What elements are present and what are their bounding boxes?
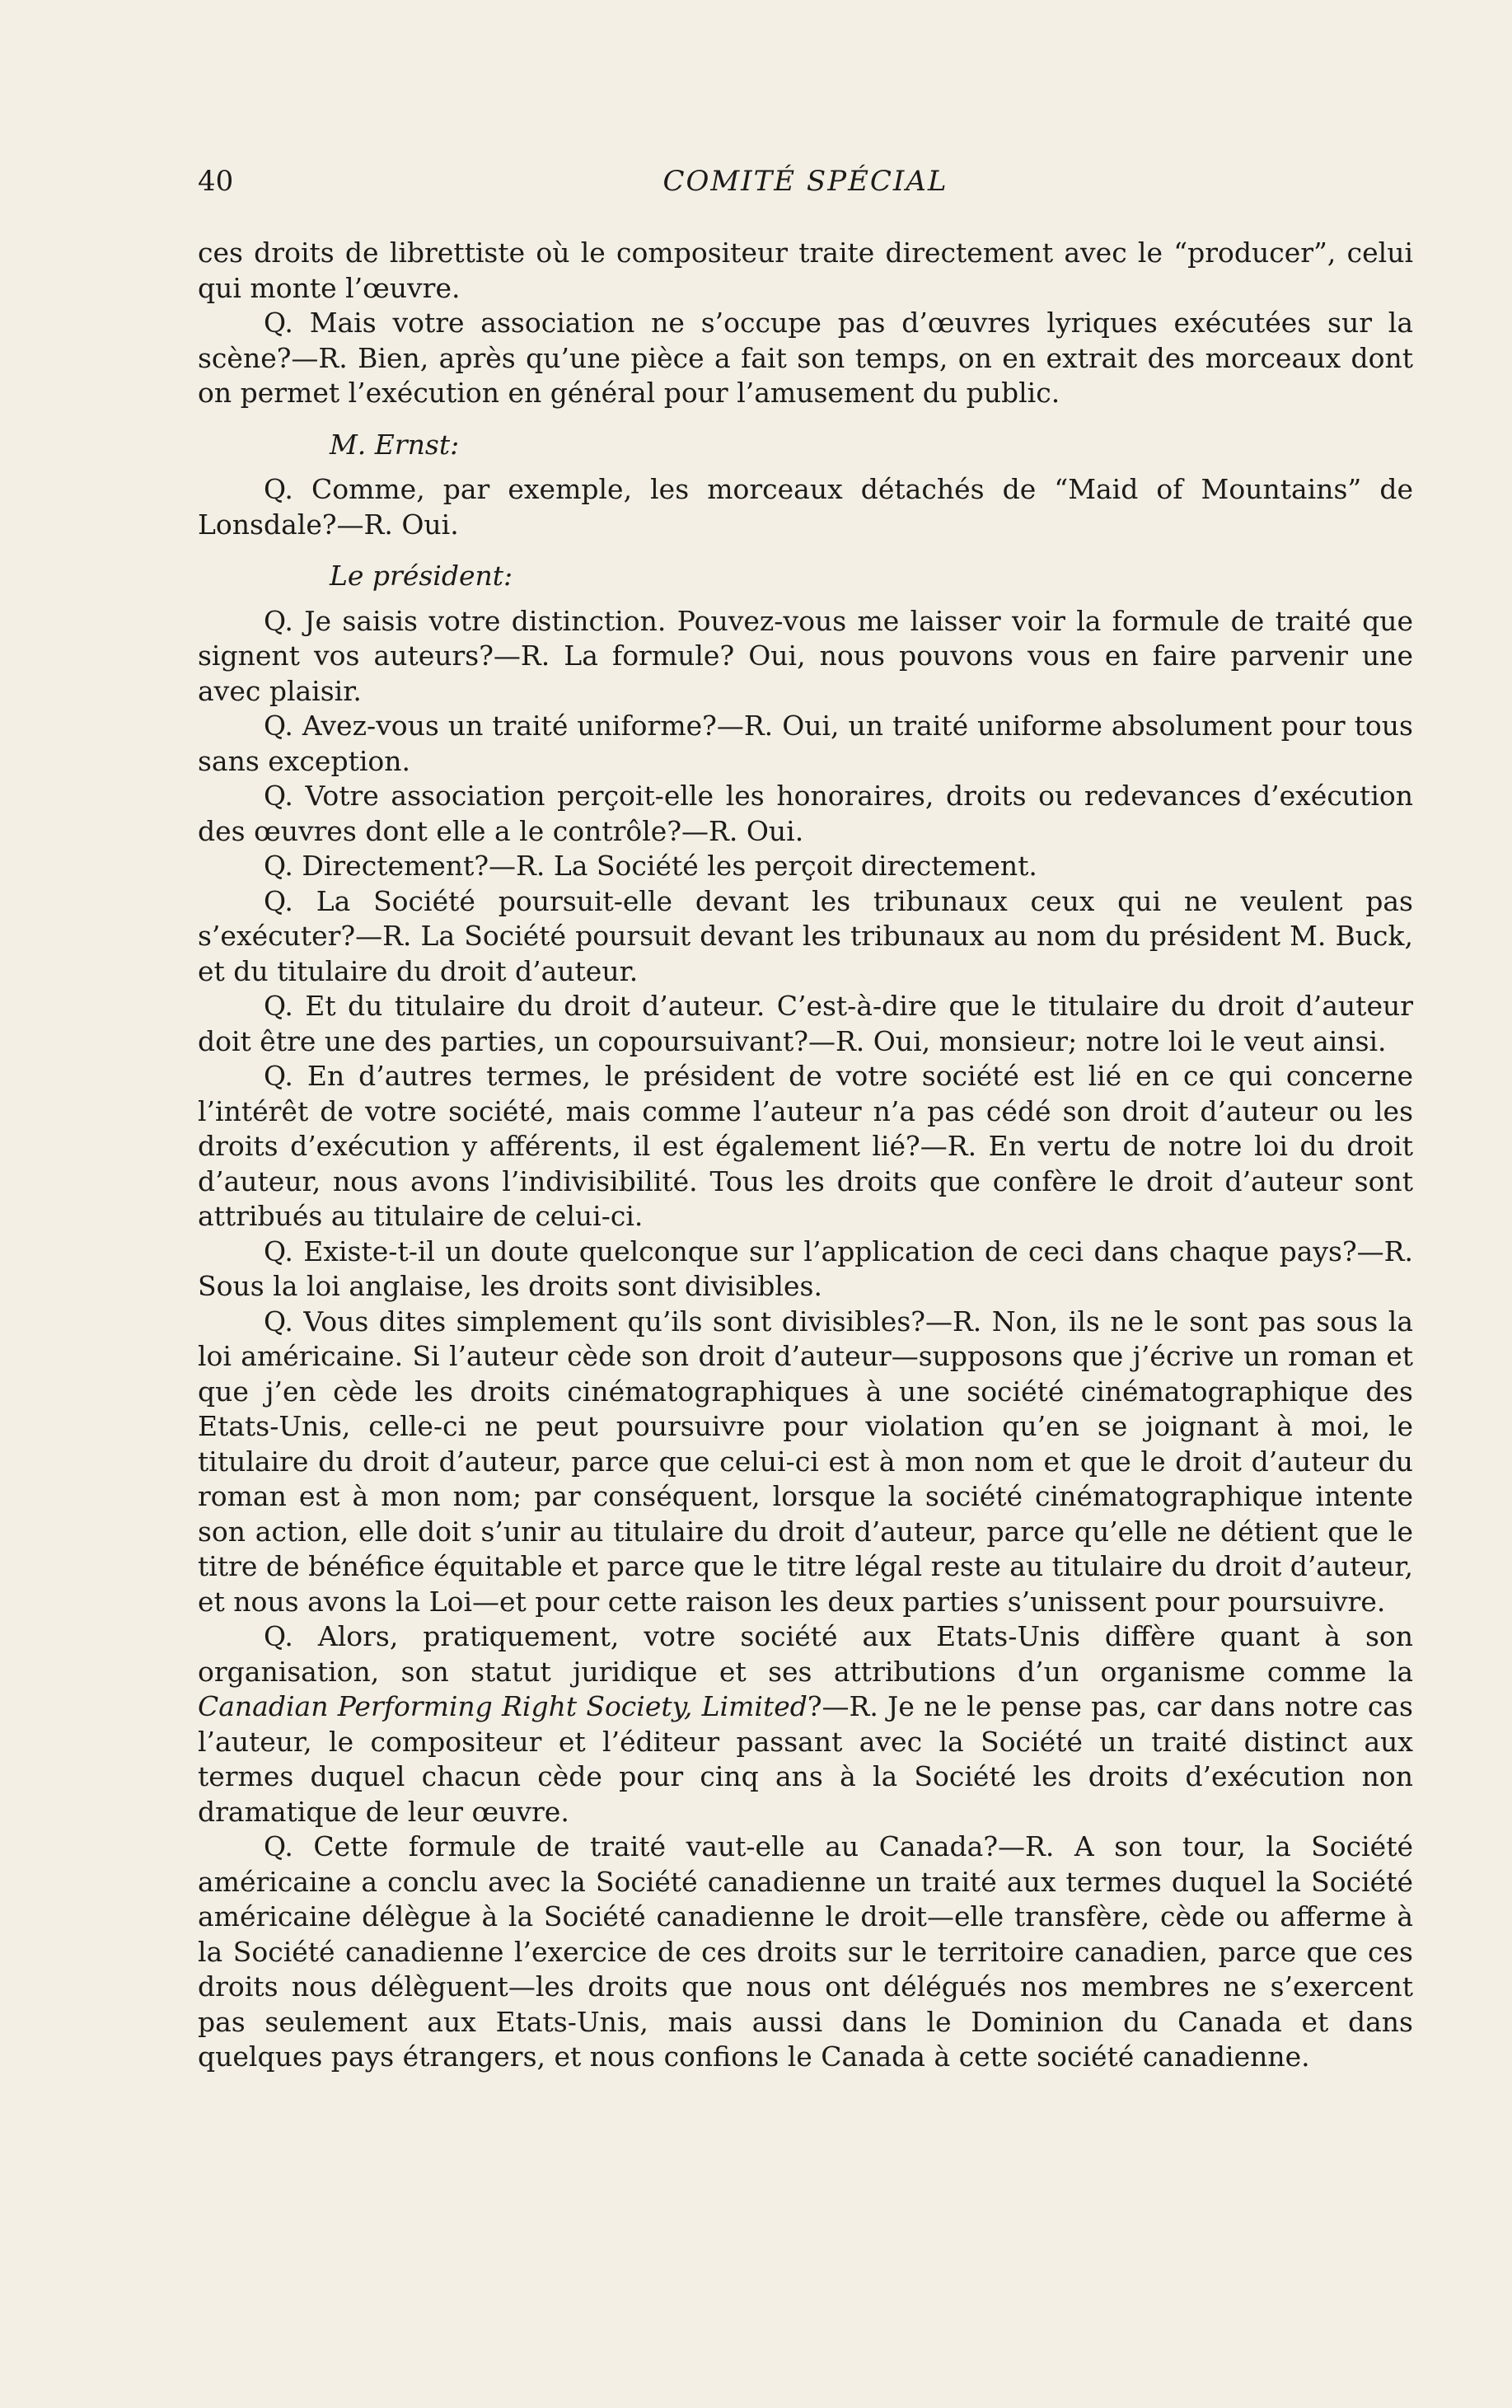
running-title: COMITÉ SPÉCIAL bbox=[662, 165, 948, 198]
speaker-heading: Le président: bbox=[330, 560, 513, 592]
speaker-heading: M. Ernst: bbox=[330, 428, 460, 461]
paragraph: Q. La Société poursuit-elle devant les tribunaux ceux qui ne veulent pas s’exécuter?—R. La Société poursuit devant les tribunaux au nom du président M. Buck, et du titulaire du droit d’auteur. bbox=[198, 884, 1413, 987]
body-text bbox=[198, 236, 1413, 2075]
paragraph: Q. Votre association perçoit-elle les honoraires, droits ou redevances d’exécution des œuvres dont elle a le contrôle?—R. Oui. bbox=[198, 780, 1413, 847]
paragraph: Q. En d’autres termes, le président de votre société est lié en ce qui concerne l’intérêt de votre société, mais comme l’auteur n’a pas cédé son droit d’auteur ou les droits d’exécution y afférents, il est également lié?—R. En vertu de notre loi du droit d’auteur, nous avons l’indivisibilité. Tous les droits que confère le droit d’auteur sont attribués au titulaire de celui-ci. bbox=[198, 1060, 1413, 1232]
paragraph bbox=[198, 1619, 1413, 1829]
paragraph: ces droits de librettiste où le compositeur traite directement avec le “producer”, celui qui monte l’œuvre. bbox=[198, 237, 1413, 304]
paragraph: Q. Et du titulaire du droit d’auteur. C’est-à-dire que le titulaire du droit d’auteur doit être une des parties, un copoursuivant?—R. Oui, monsieur; notre loi le veut ainsi. bbox=[198, 990, 1413, 1057]
page-header bbox=[198, 165, 1413, 211]
paragraph-text: ?—R. Je ne le pense pas, car dans notre cas l’auteur, le compositeur et l’éditeur passant avec la Société un traité distinct aux termes duquel chacun cède pour cinq ans à la Société les droits d’exécution non dramatique de leur œuvre. bbox=[198, 1690, 1413, 1828]
paragraph: Q. Vous dites simplement qu’ils sont divisibles?—R. Non, ils ne le sont pas sous la loi américaine. Si l’auteur cède son droit d’auteur—supposons que j’écrive un roman et que j’en cède les droits cinématographiques à une société cinématographique des Etats-Unis, celle-ci ne peut poursuivre pour violation qu’en se joignant à moi, le titulaire du droit d’auteur, parce que celui-ci est à mon nom et que le droit d’auteur du roman est à mon nom; par conséquent, lorsque la société cinématographique intente son action, elle doit s’unir au titulaire du droit d’auteur, parce qu’elle ne détient que le titre de bénéfice équitable et parce que le titre légal reste au titulaire du droit d’auteur, et nous avons la Loi—et pour cette raison les deux parties s’unissent pour poursuivre. bbox=[198, 1305, 1413, 1618]
paragraph: Q. Je saisis votre distinction. Pouvez-vous me laisser voir la formule de traité que signent vos auteurs?—R. La formule? Oui, nous pouvons vous en faire parvenir une avec plaisir. bbox=[198, 604, 1413, 707]
paragraph: Q. Directement?—R. La Société les perçoit directement. bbox=[264, 850, 1037, 882]
paragraph: Q. Cette formule de traité vaut-elle au Canada?—R. A son tour, la Société américaine a conclu avec la Société canadienne un traité aux termes duquel la Société américaine délègue à la Société canadienne le droit—elle transfère, cède ou afferme à la Société canadienne l’exercice de ces droits sur le territoire canadien, parce que ces droits nous délèguent—les droits que nous ont délégués nos membres ne s’exercent pas seulement aux Etats-Unis, mais aussi dans le Dominion du Canada et dans quelques pays étrangers, et nous confions le Canada à cette société canadienne. bbox=[198, 1830, 1413, 2073]
paragraph: Q. Existe-t-il un doute quelconque sur l’application de ceci dans chaque pays?—R. Sous la loi anglaise, les droits sont divisibles. bbox=[198, 1234, 1413, 1302]
document-page bbox=[198, 165, 1413, 2075]
organization-name: Canadian Performing Right Society, Limited bbox=[198, 1690, 807, 1722]
paragraph: Q. Mais votre association ne s’occupe pas d’œuvres lyriques exécutées sur la scène?—R. Bien, après qu’une pièce a fait son temps, on en extrait des morceaux dont on permet l’exécution en général pour l’amusement du public. bbox=[198, 307, 1413, 409]
page-number: 40 bbox=[198, 165, 234, 198]
paragraph: Q. Comme, par exemple, les morceaux détachés de “Maid of Mountains” de Lonsdale?—R. Oui. bbox=[198, 473, 1413, 541]
paragraph: Q. Avez-vous un traité uniforme?—R. Oui, un traité uniforme absolument pour tous sans exception. bbox=[198, 710, 1413, 777]
paragraph-text: Q. Alors, pratiquement, votre société aux Etats-Unis diffère quant à son organisation, son statut juridique et ses attributions d’un organisme comme la bbox=[198, 1620, 1413, 1688]
